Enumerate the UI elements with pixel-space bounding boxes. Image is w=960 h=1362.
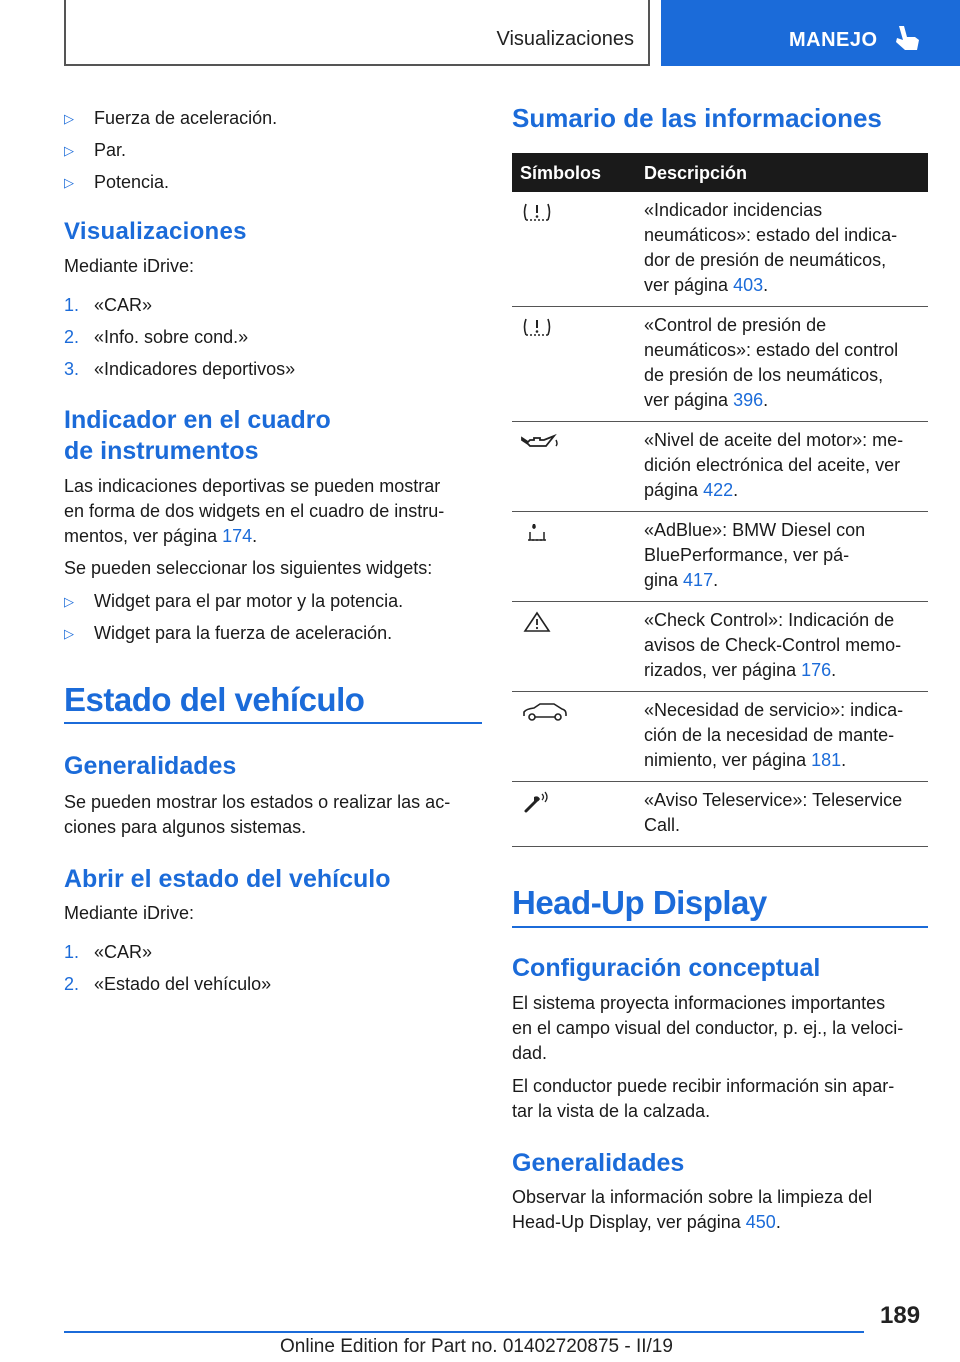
heading-indicador: Indicador en el cuadro de instrumentos — [64, 406, 331, 465]
row-description: «Aviso Teleservice»: Teleservice Call. — [644, 790, 903, 835]
heading-rule — [64, 722, 482, 724]
page-link[interactable]: 450 — [745, 1212, 776, 1232]
page-link[interactable]: 396 — [733, 390, 764, 410]
bullet-triangle-icon: ▷ — [64, 594, 74, 609]
heading-generalidades: Generalidades — [64, 752, 237, 780]
chapter-label: MANEJO — [789, 29, 878, 51]
table-row — [512, 692, 928, 782]
heading-visualizaciones: Visualizaciones — [64, 218, 247, 245]
paragraph: Mediante iDrive: — [64, 256, 195, 276]
table-row — [512, 602, 928, 692]
header-section-title: Visualizaciones — [496, 28, 634, 50]
heading-head-up-display: Head-Up Display — [512, 884, 767, 921]
paragraph: El sistema proyecta informaciones importantes en el campo visual del conductor, p. ej., la veloci‐ dad. — [512, 993, 904, 1063]
row-description: «Indicador incidencias neumáticos»: estado del indica‐ dor de presión de neumáticos, ver página 403. — [644, 200, 898, 295]
heading-estado: Estado del vehículo — [64, 681, 365, 718]
heading-sumario: Sumario de las informaciones — [512, 103, 882, 133]
bullet-triangle-icon: ▷ — [64, 175, 74, 190]
paragraph: El conductor puede recibir información sin apar‐ tar la vista de la calzada. — [512, 1076, 895, 1121]
paragraph: Las indicaciones deportivas se pueden mostrar en forma de dos widgets en el cuadro de instru‐ mentos, ver página 174. — [64, 476, 445, 546]
bullet-triangle-icon: ▷ — [64, 626, 74, 641]
heading-configuracion: Configuración conceptual — [512, 954, 821, 982]
column-header: Descripción — [644, 163, 748, 183]
teleservice-wrench-icon — [520, 790, 554, 814]
heading-generalidades-hud: Generalidades — [512, 1149, 685, 1177]
row-description: «Check Control»: Indicación de avisos de Check-Control memo‐ rizados, ver página 176. — [644, 610, 902, 680]
page-link[interactable]: 181 — [811, 750, 842, 770]
page-link[interactable]: 417 — [683, 570, 714, 590]
paragraph: Se pueden mostrar los estados o realizar las ac‐ ciones para algunos sistemas. — [64, 792, 451, 837]
page-number: 189 — [880, 1302, 921, 1329]
adblue-icon — [520, 520, 554, 544]
page-link[interactable]: 422 — [703, 480, 734, 500]
header-chapter-tab[interactable] — [661, 0, 960, 66]
heading-rule — [512, 926, 928, 928]
paragraph: Mediante iDrive: — [64, 903, 195, 923]
row-description: «Control de presión de neumáticos»: estado del control de presión de los neumáticos, ver página 396. — [644, 315, 899, 410]
paragraph: Observar la información sobre la limpieza del Head-Up Display, ver página 450. — [512, 1187, 873, 1232]
tire-pressure-icon — [520, 200, 554, 224]
page-link[interactable]: 403 — [733, 275, 764, 295]
steering-hand-icon — [893, 24, 921, 56]
table-row — [512, 512, 928, 602]
page-link[interactable]: 176 — [801, 660, 832, 680]
row-description: «Necesidad de servicio»: indica‐ ción de la necesidad de mante‐ nimiento, ver página 181. — [644, 700, 904, 770]
warning-triangle-icon — [520, 610, 554, 634]
table-row — [512, 192, 928, 307]
heading-abrir-estado: Abrir el estado del vehículo — [64, 865, 391, 893]
footer-rule — [64, 1331, 864, 1333]
paragraph: Se pueden seleccionar los siguientes widgets: — [64, 558, 433, 578]
service-car-icon — [520, 700, 570, 724]
table-row — [512, 782, 928, 847]
header-section-box — [64, 0, 650, 66]
bullet-triangle-icon: ▷ — [64, 111, 74, 126]
table-row — [512, 422, 928, 512]
tire-pressure-icon — [520, 315, 554, 339]
row-description: «Nivel de aceite del motor»: me‐ dición electrónica del aceite, ver página 422. — [644, 430, 904, 500]
oil-can-icon — [520, 430, 560, 454]
table-row — [512, 307, 928, 422]
table-header — [512, 153, 928, 192]
page-link[interactable]: 174 — [222, 526, 253, 546]
footer-edition: Online Edition for Part no. 01402720875 - II/19 — [280, 1336, 673, 1357]
bullet-triangle-icon: ▷ — [64, 143, 74, 158]
column-header: Símbolos — [520, 163, 602, 183]
row-description: «AdBlue»: BMW Diesel con BluePerformance, ver pá‐ gina 417. — [644, 520, 866, 590]
